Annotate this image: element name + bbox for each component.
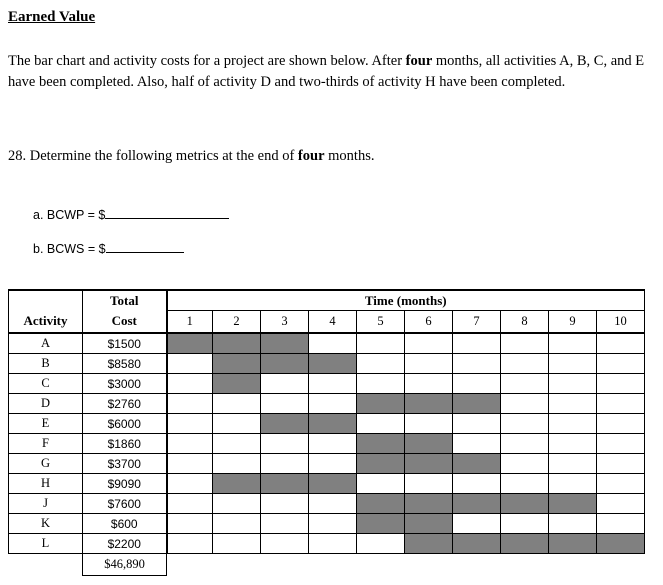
gantt-empty-cell	[405, 374, 453, 394]
gantt-empty-cell	[453, 414, 501, 434]
gantt-empty-cell	[213, 514, 261, 534]
activity-name: L	[9, 534, 83, 554]
gantt-empty-cell	[309, 494, 357, 514]
activity-name: K	[9, 514, 83, 534]
gantt-empty-cell	[501, 454, 549, 474]
gantt-empty-cell	[501, 374, 549, 394]
gantt-empty-cell	[167, 454, 213, 474]
activity-cost: $9090	[83, 474, 167, 494]
gantt-empty-cell	[597, 474, 645, 494]
gantt-bar-cell	[213, 474, 261, 494]
activity-name: E	[9, 414, 83, 434]
gantt-bar-cell	[405, 534, 453, 554]
header-activity: Activity	[9, 311, 83, 334]
activity-name: D	[9, 394, 83, 414]
intro-text-2: months, all activities A, B, C, and E have been completed. Also, half of activity D and two-thirds of activity H have been completed.	[8, 53, 645, 90]
gantt-empty-cell	[549, 454, 597, 474]
bcwp-answer-blank[interactable]	[105, 206, 229, 219]
activity-name: J	[9, 494, 83, 514]
gantt-empty-cell	[405, 333, 453, 354]
activity-cost: $2200	[83, 534, 167, 554]
activity-cost: $3000	[83, 374, 167, 394]
gantt-bar-cell	[357, 434, 405, 454]
gantt-bar-cell	[453, 534, 501, 554]
gantt-empty-cell	[309, 514, 357, 534]
gantt-empty-cell	[549, 434, 597, 454]
activity-row	[9, 474, 645, 494]
activity-row	[9, 354, 645, 374]
gantt-empty-cell	[261, 514, 309, 534]
gantt-bar-cell	[213, 333, 261, 354]
month-2: 2	[213, 311, 261, 334]
gantt-bar-cell	[549, 534, 597, 554]
gantt-empty-cell	[261, 394, 309, 414]
gantt-empty-cell	[453, 354, 501, 374]
month-7: 7	[453, 311, 501, 334]
gantt-empty-cell	[167, 474, 213, 494]
gantt-empty-cell	[213, 534, 261, 554]
gantt-empty-cell	[501, 474, 549, 494]
gantt-bar-cell	[261, 354, 309, 374]
activity-name: B	[9, 354, 83, 374]
total-row	[9, 554, 645, 576]
question-text-1: 28. Determine the following metrics at the end of	[8, 148, 298, 164]
gantt-empty-cell	[501, 414, 549, 434]
month-5: 5	[357, 311, 405, 334]
gantt-empty-cell	[213, 454, 261, 474]
header-activity-blank	[9, 290, 83, 311]
gantt-empty-cell	[597, 494, 645, 514]
bcwp-label: a. BCWP = $	[33, 208, 106, 222]
gantt-bar-cell	[597, 534, 645, 554]
gantt-empty-cell	[501, 434, 549, 454]
gantt-empty-cell	[597, 354, 645, 374]
month-8: 8	[501, 311, 549, 334]
gantt-bar-cell	[405, 454, 453, 474]
question-text-2: months.	[324, 148, 375, 164]
header-cost: Cost	[83, 311, 167, 334]
activity-row	[9, 434, 645, 454]
gantt-bar-cell	[501, 494, 549, 514]
month-9: 9	[549, 311, 597, 334]
gantt-empty-cell	[549, 374, 597, 394]
gantt-empty-cell	[213, 394, 261, 414]
gantt-empty-cell	[309, 454, 357, 474]
gantt-empty-cell	[549, 394, 597, 414]
gantt-bar-cell	[309, 474, 357, 494]
activity-row	[9, 414, 645, 434]
activity-cost: $600	[83, 514, 167, 534]
gantt-table	[8, 289, 645, 576]
header-row-1	[9, 290, 645, 311]
gantt-empty-cell	[261, 374, 309, 394]
gantt-empty-cell	[167, 534, 213, 554]
gantt-empty-cell	[261, 494, 309, 514]
gantt-bar-cell	[405, 394, 453, 414]
gantt-empty-cell	[549, 514, 597, 534]
gantt-empty-cell	[213, 414, 261, 434]
activity-cost: $8580	[83, 354, 167, 374]
gantt-empty-cell	[357, 354, 405, 374]
gantt-empty-cell	[309, 333, 357, 354]
gantt-empty-cell	[309, 374, 357, 394]
gantt-empty-cell	[597, 514, 645, 534]
gantt-bar-cell	[213, 354, 261, 374]
page-title: Earned Value	[8, 9, 96, 25]
gantt-empty-cell	[213, 434, 261, 454]
gantt-bar-cell	[357, 454, 405, 474]
gantt-empty-cell	[597, 454, 645, 474]
gantt-empty-cell	[309, 394, 357, 414]
gantt-empty-cell	[405, 354, 453, 374]
activity-row	[9, 534, 645, 554]
gantt-empty-cell	[167, 354, 213, 374]
gantt-empty-cell	[167, 514, 213, 534]
gantt-bar-cell	[261, 474, 309, 494]
activity-name: A	[9, 333, 83, 354]
gantt-empty-cell	[309, 434, 357, 454]
bcwp-question	[33, 206, 229, 222]
gantt-bar-cell	[453, 394, 501, 414]
header-row-2	[9, 311, 645, 334]
gantt-bar-cell	[453, 494, 501, 514]
gantt-empty-cell	[167, 434, 213, 454]
activity-name: H	[9, 474, 83, 494]
gantt-empty-cell	[549, 333, 597, 354]
gantt-bar-cell	[357, 494, 405, 514]
total-blank	[9, 554, 83, 576]
gantt-empty-cell	[261, 434, 309, 454]
gantt-empty-cell	[597, 394, 645, 414]
activity-name: G	[9, 454, 83, 474]
activity-row	[9, 514, 645, 534]
gantt-empty-cell	[357, 534, 405, 554]
activity-row	[9, 374, 645, 394]
intro-text-1: The bar chart and activity costs for a project are shown below. After	[8, 53, 406, 69]
gantt-bar-cell	[405, 514, 453, 534]
gantt-empty-cell	[597, 414, 645, 434]
gantt-empty-cell	[453, 333, 501, 354]
gantt-bar-cell	[405, 434, 453, 454]
intro-paragraph	[8, 51, 648, 93]
gantt-empty-cell	[501, 354, 549, 374]
gantt-bar-cell	[357, 394, 405, 414]
month-3: 3	[261, 311, 309, 334]
question-28	[8, 148, 374, 165]
activity-cost: $1860	[83, 434, 167, 454]
gantt-bar-cell	[405, 494, 453, 514]
gantt-bar-cell	[213, 374, 261, 394]
gantt-empty-cell	[357, 374, 405, 394]
gantt-empty-cell	[309, 534, 357, 554]
month-10: 10	[597, 311, 645, 334]
gantt-empty-cell	[597, 374, 645, 394]
activity-cost: $7600	[83, 494, 167, 514]
intro-bold: four	[405, 53, 433, 69]
gantt-empty-cell	[261, 454, 309, 474]
activity-name: C	[9, 374, 83, 394]
activity-row	[9, 494, 645, 514]
month-4: 4	[309, 311, 357, 334]
gantt-empty-cell	[501, 394, 549, 414]
gantt-empty-cell	[549, 354, 597, 374]
gantt-empty-cell	[549, 414, 597, 434]
activity-cost: $1500	[83, 333, 167, 354]
gantt-empty-cell	[167, 374, 213, 394]
total-cost: $46,890	[83, 554, 167, 576]
activity-cost: $2760	[83, 394, 167, 414]
activity-name: F	[9, 434, 83, 454]
gantt-empty-cell	[405, 474, 453, 494]
gantt-empty-cell	[453, 474, 501, 494]
gantt-empty-cell	[405, 414, 453, 434]
bcws-question	[33, 240, 184, 256]
gantt-bar-cell	[167, 333, 213, 354]
gantt-empty-cell	[501, 514, 549, 534]
gantt-empty-cell	[261, 534, 309, 554]
gantt-empty-cell	[501, 333, 549, 354]
activity-cost: $3700	[83, 454, 167, 474]
gantt-bar-cell	[309, 354, 357, 374]
gantt-empty-cell	[167, 414, 213, 434]
gantt-empty-cell	[213, 494, 261, 514]
gantt-bar-cell	[549, 494, 597, 514]
gantt-empty-cell	[167, 394, 213, 414]
gantt-bar-cell	[309, 414, 357, 434]
gantt-bar-cell	[501, 534, 549, 554]
gantt-empty-cell	[597, 434, 645, 454]
activity-row	[9, 454, 645, 474]
activity-row	[9, 394, 645, 414]
activity-row	[9, 333, 645, 354]
gantt-empty-cell	[167, 494, 213, 514]
gantt-empty-cell	[357, 333, 405, 354]
bcws-answer-blank[interactable]	[106, 240, 184, 253]
gantt-empty-cell	[453, 514, 501, 534]
bcws-label: b. BCWS = $	[33, 242, 106, 256]
gantt-empty-cell	[453, 374, 501, 394]
header-time: Time (months)	[167, 290, 645, 311]
activity-cost: $6000	[83, 414, 167, 434]
gantt-empty-cell	[549, 474, 597, 494]
gantt-bar-cell	[261, 414, 309, 434]
gantt-bar-cell	[453, 454, 501, 474]
gantt-bar-cell	[357, 514, 405, 534]
question-bold: four	[297, 148, 325, 164]
month-6: 6	[405, 311, 453, 334]
gantt-empty-cell	[453, 434, 501, 454]
gantt-empty-cell	[357, 414, 405, 434]
month-1: 1	[167, 311, 213, 334]
gantt-empty-cell	[597, 333, 645, 354]
gantt-bar-cell	[261, 333, 309, 354]
gantt-empty-cell	[357, 474, 405, 494]
header-total: Total	[83, 290, 167, 311]
